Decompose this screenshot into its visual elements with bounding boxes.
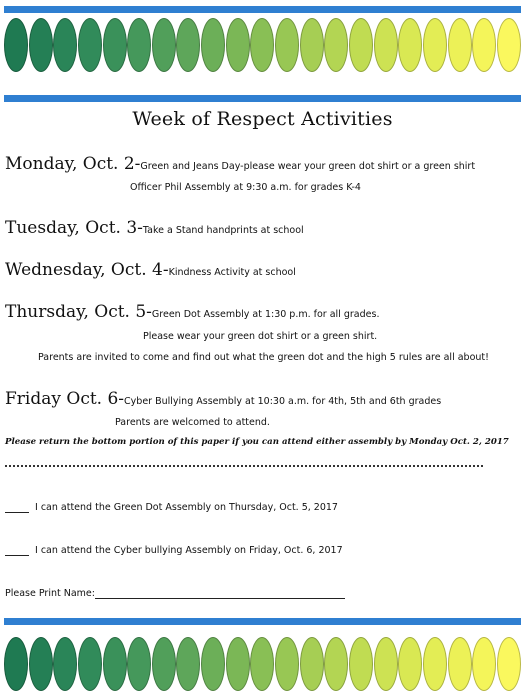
friday-description: Cyber Bullying Assembly at 10:30 a.m. for 4th, 5th and 6th grades bbox=[124, 396, 442, 407]
green-dot-decoration bbox=[78, 637, 102, 691]
green-dot-decoration bbox=[324, 637, 348, 691]
option-cyber-bullying bbox=[5, 545, 343, 556]
green-dot-decoration bbox=[349, 18, 373, 72]
tuesday-heading: Tuesday, Oct. 3- bbox=[5, 218, 143, 238]
green-dot-decoration bbox=[374, 637, 398, 691]
top-blue-bar bbox=[4, 6, 521, 13]
green-dot-decoration bbox=[4, 18, 28, 72]
top-blue-bar-lower bbox=[4, 95, 521, 102]
green-dot-decoration bbox=[472, 637, 496, 691]
green-dot-decoration bbox=[324, 18, 348, 72]
print-name-field[interactable] bbox=[95, 598, 345, 599]
green-dot-decoration bbox=[275, 18, 299, 72]
green-dot-decoration bbox=[127, 637, 151, 691]
tuesday-line bbox=[5, 218, 304, 238]
green-dot-decoration bbox=[448, 637, 472, 691]
green-dot-decoration bbox=[176, 637, 200, 691]
green-dot-decoration bbox=[29, 18, 53, 72]
top-dot-border bbox=[4, 18, 521, 74]
wednesday-heading: Wednesday, Oct. 4- bbox=[5, 260, 169, 280]
green-dot-decoration bbox=[497, 18, 521, 72]
green-dot-decoration bbox=[103, 637, 127, 691]
friday-line bbox=[5, 389, 441, 409]
green-dot-decoration bbox=[398, 18, 422, 72]
green-dot-decoration bbox=[53, 637, 77, 691]
green-dot-decoration bbox=[398, 637, 422, 691]
green-dot-decoration bbox=[152, 637, 176, 691]
bottom-dot-border bbox=[4, 637, 521, 693]
cut-line bbox=[5, 465, 483, 467]
green-dot-decoration bbox=[201, 637, 225, 691]
page-title: Week of Respect Activities bbox=[132, 108, 393, 130]
wednesday-description: Kindness Activity at school bbox=[168, 267, 296, 278]
green-dot-decoration bbox=[4, 637, 28, 691]
bottom-blue-bar bbox=[4, 618, 521, 625]
green-dot-decoration bbox=[349, 637, 373, 691]
option-green-dot bbox=[5, 502, 338, 513]
thursday-description: Green Dot Assembly at 1:30 p.m. for all grades. bbox=[151, 309, 380, 320]
green-dot-decoration bbox=[250, 18, 274, 72]
green-dot-decoration bbox=[300, 18, 324, 72]
monday-heading: Monday, Oct. 2- bbox=[5, 154, 141, 174]
thursday-shirt-note: Please wear your green dot shirt or a green shirt. bbox=[143, 331, 378, 342]
green-dot-decoration bbox=[201, 18, 225, 72]
green-dot-decoration bbox=[423, 18, 447, 72]
green-dot-decoration bbox=[226, 637, 250, 691]
green-dot-decoration bbox=[497, 637, 521, 691]
green-dot-decoration bbox=[300, 637, 324, 691]
green-dot-decoration bbox=[250, 637, 274, 691]
green-dot-decoration bbox=[226, 18, 250, 72]
green-dot-decoration bbox=[448, 18, 472, 72]
thursday-heading: Thursday, Oct. 5- bbox=[5, 302, 152, 322]
green-dot-decoration bbox=[472, 18, 496, 72]
print-name-label: Please Print Name: bbox=[5, 588, 95, 599]
monday-description: Green and Jeans Day-please wear your green dot shirt or a green shirt bbox=[140, 161, 476, 172]
green-dot-decoration bbox=[127, 18, 151, 72]
option-cyber-bullying-label: I can attend the Cyber bullying Assembly on Friday, Oct. 6, 2017 bbox=[35, 545, 343, 556]
green-dot-decoration bbox=[423, 637, 447, 691]
wednesday-line bbox=[5, 260, 296, 280]
monday-line bbox=[5, 154, 475, 174]
friday-parents-note: Parents are welcomed to attend. bbox=[115, 417, 270, 428]
thursday-parents-note: Parents are invited to come and find out what the green dot and the high 5 rules are all about! bbox=[38, 352, 489, 363]
cyber-bullying-checkbox-blank[interactable] bbox=[5, 555, 29, 556]
green-dot-decoration bbox=[176, 18, 200, 72]
print-name-row bbox=[5, 588, 345, 599]
green-dot-decoration bbox=[152, 18, 176, 72]
tuesday-description: Take a Stand handprints at school bbox=[142, 225, 304, 236]
green-dot-decoration bbox=[374, 18, 398, 72]
friday-heading: Friday Oct. 6- bbox=[5, 389, 125, 409]
green-dot-checkbox-blank[interactable] bbox=[5, 512, 29, 513]
return-notice: Please return the bottom portion of this paper if you can attend either assembly by Monday Oct. 2, 2017 bbox=[5, 437, 509, 447]
monday-assembly: Officer Phil Assembly at 9:30 a.m. for grades K-4 bbox=[130, 182, 361, 193]
green-dot-decoration bbox=[53, 18, 77, 72]
green-dot-decoration bbox=[103, 18, 127, 72]
thursday-line bbox=[5, 302, 379, 322]
green-dot-decoration bbox=[78, 18, 102, 72]
green-dot-decoration bbox=[29, 637, 53, 691]
green-dot-decoration bbox=[275, 637, 299, 691]
option-green-dot-label: I can attend the Green Dot Assembly on Thursday, Oct. 5, 2017 bbox=[35, 502, 338, 513]
